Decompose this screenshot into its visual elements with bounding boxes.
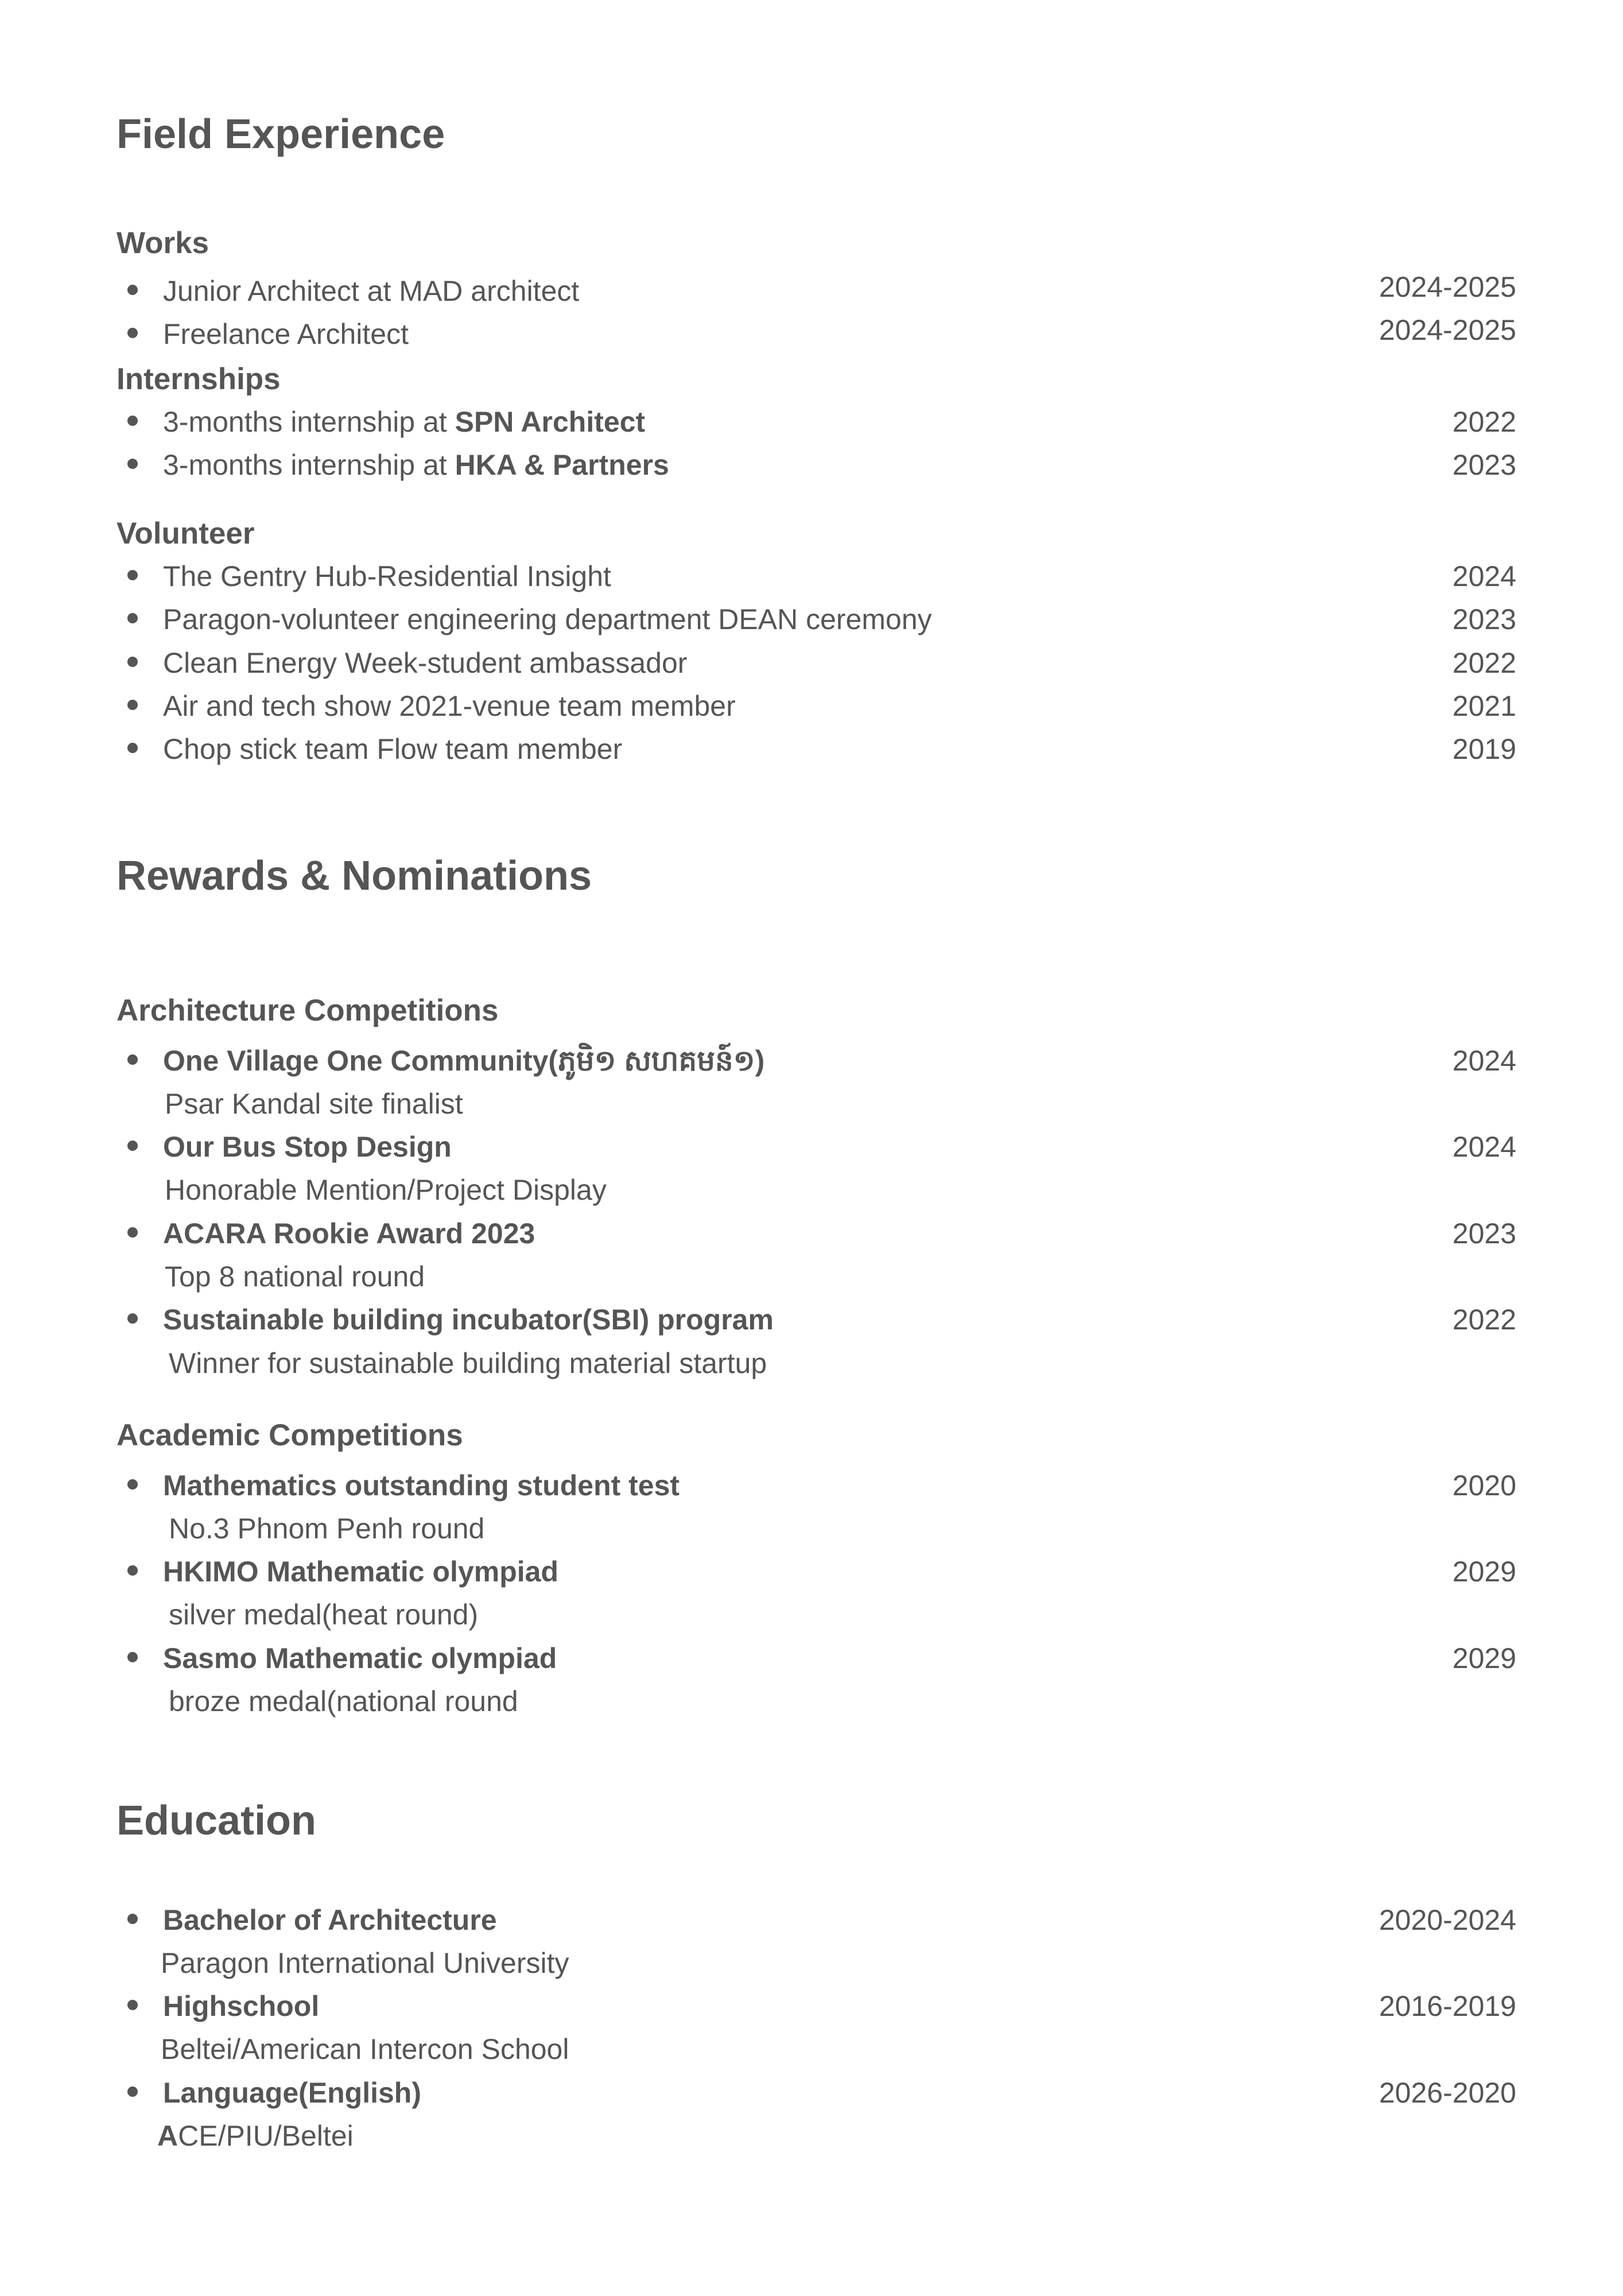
item-detail: broze medal(national round (169, 1685, 518, 1717)
item-year: 2024-2025 (1379, 314, 1516, 346)
item-year: 2024 (1452, 1045, 1516, 1077)
bullet (127, 743, 138, 753)
bullet (127, 1313, 138, 1324)
subsection-title-internships: Internships (117, 362, 281, 396)
item-year: 2024 (1452, 1131, 1516, 1163)
bullet (127, 570, 138, 580)
item-year: 2021 (1452, 690, 1516, 722)
item-year: 2019 (1452, 733, 1516, 765)
list-item: Junior Architect at MAD architect (163, 275, 580, 307)
item-detail: Beltei/American Intercon School (161, 2033, 569, 2065)
item-year: 2022 (1452, 647, 1516, 679)
bullet (127, 1479, 138, 1490)
bullet (127, 2086, 138, 2097)
item-detail-rest: CE/PIU/Beltei (178, 2120, 354, 2152)
item-detail: Psar Kandal site finalist (165, 1088, 463, 1120)
item-year: 2020-2024 (1379, 1904, 1516, 1936)
bullet (127, 285, 138, 295)
item-organization: SPN Architect (455, 406, 646, 438)
list-item: Paragon-volunteer engineering department DEAN ceremony (163, 603, 932, 635)
list-item-title: One Village One Community(ភូមិ១ សហគមន៍១) (163, 1045, 765, 1077)
bullet (127, 2000, 138, 2010)
bullet (127, 1565, 138, 1576)
item-detail: No.3 Phnom Penh round (169, 1512, 485, 1545)
bullet (127, 1141, 138, 1151)
item-year: 2029 (1452, 1642, 1516, 1674)
list-item (163, 451, 669, 479)
section-title-rewards: Rewards & Nominations (117, 853, 592, 899)
item-prefix: 3-months internship at (163, 406, 455, 438)
bullet (127, 459, 138, 469)
item-organization: HKA & Partners (455, 449, 669, 481)
item-year: 2024 (1452, 560, 1516, 592)
item-detail (157, 2122, 354, 2150)
item-detail: Winner for sustainable building material startup (169, 1347, 767, 1379)
subsection-title-architecture-competitions: Architecture Competitions (117, 994, 499, 1027)
bullet (127, 1054, 138, 1065)
list-item: The Gentry Hub-Residential Insight (163, 560, 611, 592)
bullet (127, 700, 138, 710)
list-item-title: Mathematics outstanding student test (163, 1469, 680, 1502)
item-year: 2023 (1452, 603, 1516, 635)
section-title-education: Education (117, 1798, 317, 1844)
item-year: 2023 (1452, 449, 1516, 481)
item-detail-initial: A (157, 2120, 178, 2152)
list-item-title: Our Bus Stop Design (163, 1131, 452, 1163)
list-item-title: Language(English) (163, 2077, 421, 2109)
subsection-title-volunteer: Volunteer (117, 517, 255, 550)
list-item-title: ACARA Rookie Award 2023 (163, 1217, 535, 1250)
section-title-field-experience: Field Experience (117, 111, 445, 157)
item-year: 2022 (1452, 406, 1516, 438)
item-year: 2020 (1452, 1469, 1516, 1502)
item-year: 2023 (1452, 1217, 1516, 1250)
list-item-title: Highschool (163, 1990, 320, 2022)
list-item-title: Sasmo Mathematic olympiad (163, 1642, 557, 1674)
list-item: Freelance Architect (163, 318, 409, 350)
item-year: 2024-2025 (1379, 271, 1516, 303)
list-item: Air and tech show 2021-venue team member (163, 690, 736, 722)
bullet (127, 416, 138, 426)
bullet (127, 657, 138, 667)
item-year: 2022 (1452, 1304, 1516, 1336)
bullet (127, 1914, 138, 1924)
list-item (163, 408, 645, 436)
list-item: Chop stick team Flow team member (163, 733, 623, 765)
item-prefix: 3-months internship at (163, 449, 455, 481)
list-item-title: Sustainable building incubator(SBI) program (163, 1304, 774, 1336)
item-year: 2029 (1452, 1556, 1516, 1588)
item-detail: Honorable Mention/Project Display (165, 1174, 607, 1206)
list-item-title: HKIMO Mathematic olympiad (163, 1556, 558, 1588)
item-year: 2016-2019 (1379, 1990, 1516, 2022)
item-year: 2026-2020 (1379, 2077, 1516, 2109)
list-item-title: Bachelor of Architecture (163, 1904, 497, 1936)
bullet (127, 1652, 138, 1662)
bullet (127, 1227, 138, 1238)
item-detail: Top 8 national round (165, 1261, 425, 1293)
subsection-title-academic-competitions: Academic Competitions (117, 1418, 463, 1452)
item-detail: Paragon International University (161, 1947, 569, 1979)
subsection-title-works: Works (117, 226, 209, 260)
item-detail: silver medal(heat round) (169, 1599, 479, 1631)
list-item: Clean Energy Week-student ambassador (163, 647, 688, 679)
bullet (127, 613, 138, 623)
bullet (127, 328, 138, 338)
